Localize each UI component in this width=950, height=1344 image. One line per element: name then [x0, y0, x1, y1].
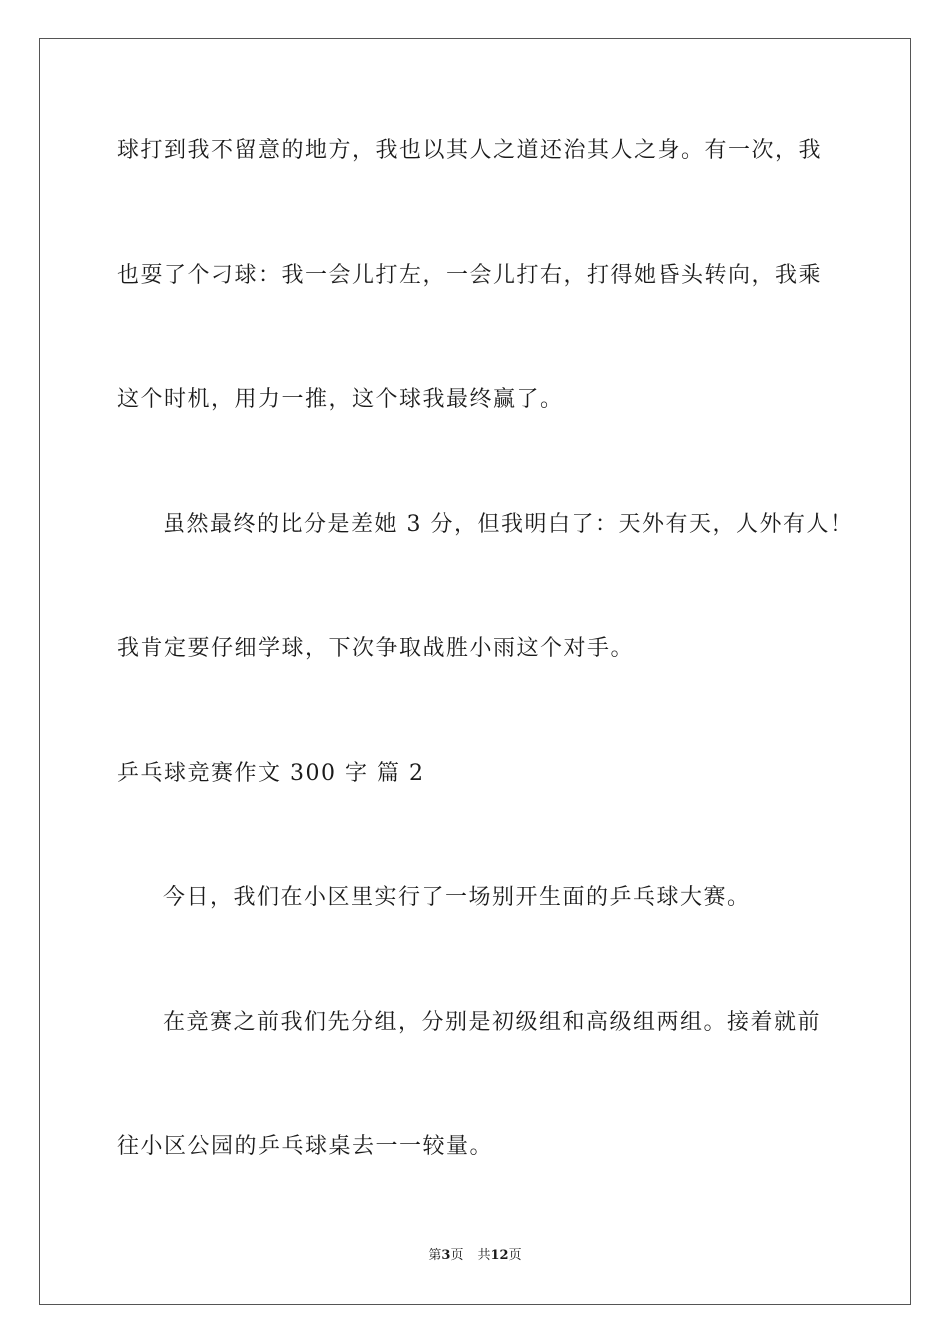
- paragraph-line-4: 虽然最终的比分是差她 3 分，但我明白了：天外有天，人外有人！: [163, 512, 854, 537]
- paragraph-line-6: 今日，我们在小区里实行了一场别开生面的乒乓球大赛。: [163, 885, 751, 910]
- paragraph-line-7: 在竞赛之前我们先分组，分别是初级组和高级组两组。接着就前: [163, 1010, 822, 1035]
- page-border: [39, 38, 911, 1305]
- footer-page-current: 3: [441, 1248, 451, 1263]
- section-heading: 乒乓球竞赛作文 300 字 篇 2: [117, 761, 425, 786]
- paragraph-line-8: 往小区公园的乒乓球桌去一一较量。: [117, 1134, 494, 1159]
- paragraph-line-1: 球打到我不留意的地方，我也以其人之道还治其人之身。有一次，我: [117, 138, 823, 163]
- footer-total-pages: 12: [490, 1248, 509, 1263]
- paragraph-line-3: 这个时机，用力一推，这个球我最终赢了。: [117, 387, 564, 412]
- paragraph-line-5: 我肯定要仔细学球，下次争取战胜小雨这个对手。: [117, 636, 635, 661]
- footer-page-prefix: 第: [428, 1248, 442, 1263]
- paragraph-line-2: 也耍了个刁球：我一会儿打左，一会儿打右，打得她昏头转向，我乘: [117, 263, 823, 288]
- footer-page-suffix: 页: [450, 1248, 464, 1263]
- page-footer: [0, 1247, 950, 1265]
- footer-total-prefix: 共: [477, 1248, 491, 1263]
- footer-total-suffix: 页: [508, 1248, 522, 1263]
